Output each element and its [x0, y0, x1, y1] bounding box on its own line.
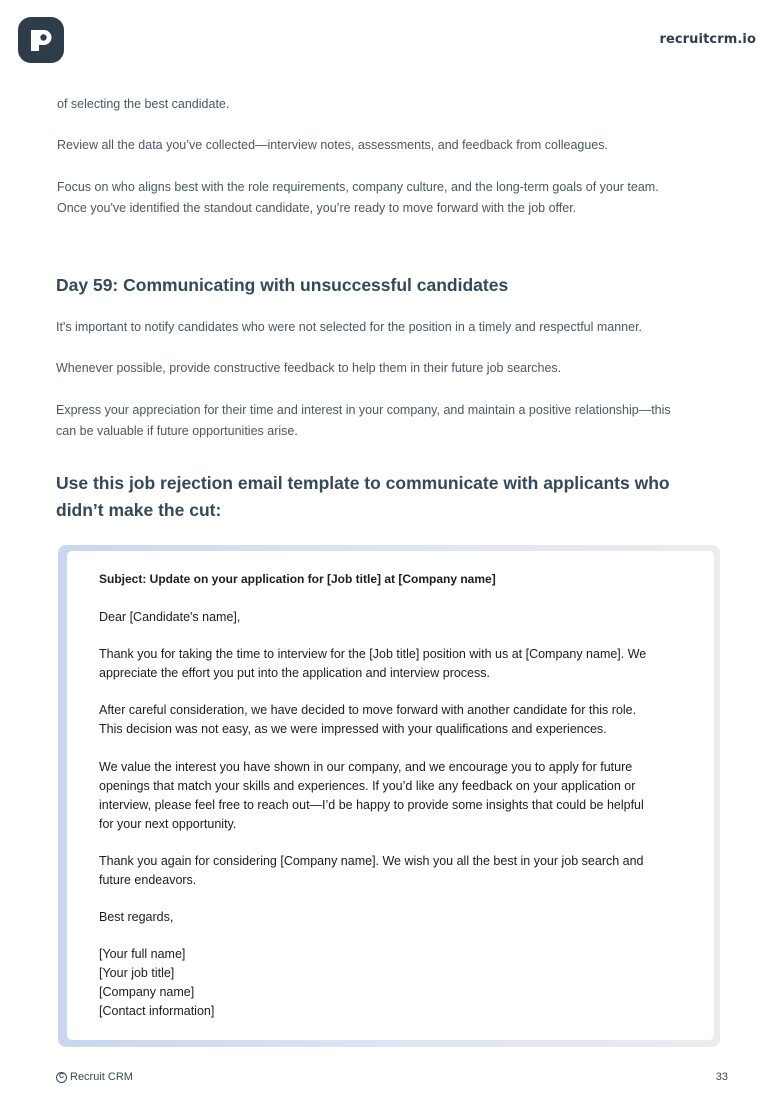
intro-paragraph-1: of selecting the best candidate.	[57, 97, 230, 111]
email-subject: Subject: Update on your application for [Job title] at [Company name]	[99, 572, 496, 586]
template-heading-line-1: Use this job rejection email template to communicate with applicants who	[56, 473, 670, 493]
email-greeting: Dear [Candidate's name],	[99, 610, 241, 624]
copyright-icon: C	[56, 1072, 67, 1083]
page-number: 33	[715, 1071, 728, 1083]
footer-company: Recruit CRM	[70, 1071, 133, 1083]
email-para1-line1: Thank you for taking the time to interview for the [Job title] position with us at [Company name]. We	[99, 647, 647, 661]
intro-paragraph-3-line-1: Focus on who aligns best with the role requirements, company culture, and the long-term goals of your team.	[57, 180, 659, 194]
email-para2-line2: This decision was not easy, as we were impressed with your qualifications and experiences.	[99, 722, 607, 736]
email-para3-line4: for your next opportunity.	[99, 817, 237, 831]
intro-paragraph-2: Review all the data you’ve collected—interview notes, assessments, and feedback from colleagues.	[57, 138, 608, 152]
email-para4-line1: Thank you again for considering [Company name]. We wish you all the best in your job search and	[99, 854, 644, 868]
template-heading-line-2: didn’t make the cut:	[56, 500, 222, 520]
email-signature-company: [Company name]	[99, 985, 195, 999]
email-para2-line1: After careful consideration, we have decided to move forward with another candidate for this role.	[99, 703, 637, 717]
day59-paragraph-3-line-1: Express your appreciation for their time and interest in your company, and maintain a positive relationship—this	[56, 403, 671, 417]
email-para3-line2: openings that match your skills and experiences. If you’d like any feedback on your application or	[99, 779, 636, 793]
footer-copyright	[56, 1071, 133, 1083]
brand-name: recruitcrm.io	[659, 32, 756, 47]
template-heading	[56, 470, 716, 524]
email-para4-line2: future endeavors.	[99, 873, 197, 887]
email-para3-line3: interview, please feel free to reach out—I’d be happy to provide some insights that could be helpful	[99, 798, 644, 812]
day59-paragraph-2: Whenever possible, provide constructive feedback to help them in their future job searches.	[56, 361, 562, 375]
email-signature-title: [Your job title]	[99, 966, 175, 980]
email-signature-contact: [Contact information]	[99, 1004, 215, 1018]
email-closing: Best regards,	[99, 910, 174, 924]
day59-paragraph-1: It's important to notify candidates who were not selected for the position in a timely and respectful manner.	[56, 320, 643, 334]
email-signature-name: [Your full name]	[99, 947, 186, 961]
email-para3-line1: We value the interest you have shown in our company, and we encourage you to apply for future	[99, 760, 633, 774]
email-para1-line2: appreciate the effort you put into the application and interview process.	[99, 666, 490, 680]
day59-paragraph-3-line-2: can be valuable if future opportunities arise.	[56, 424, 298, 438]
recruitcrm-logo-icon	[18, 17, 64, 63]
intro-paragraph-3-line-2: Once you've identified the standout candidate, you’re ready to move forward with the job offer.	[57, 201, 577, 215]
day59-heading: Day 59: Communicating with unsuccessful candidates	[56, 275, 509, 295]
